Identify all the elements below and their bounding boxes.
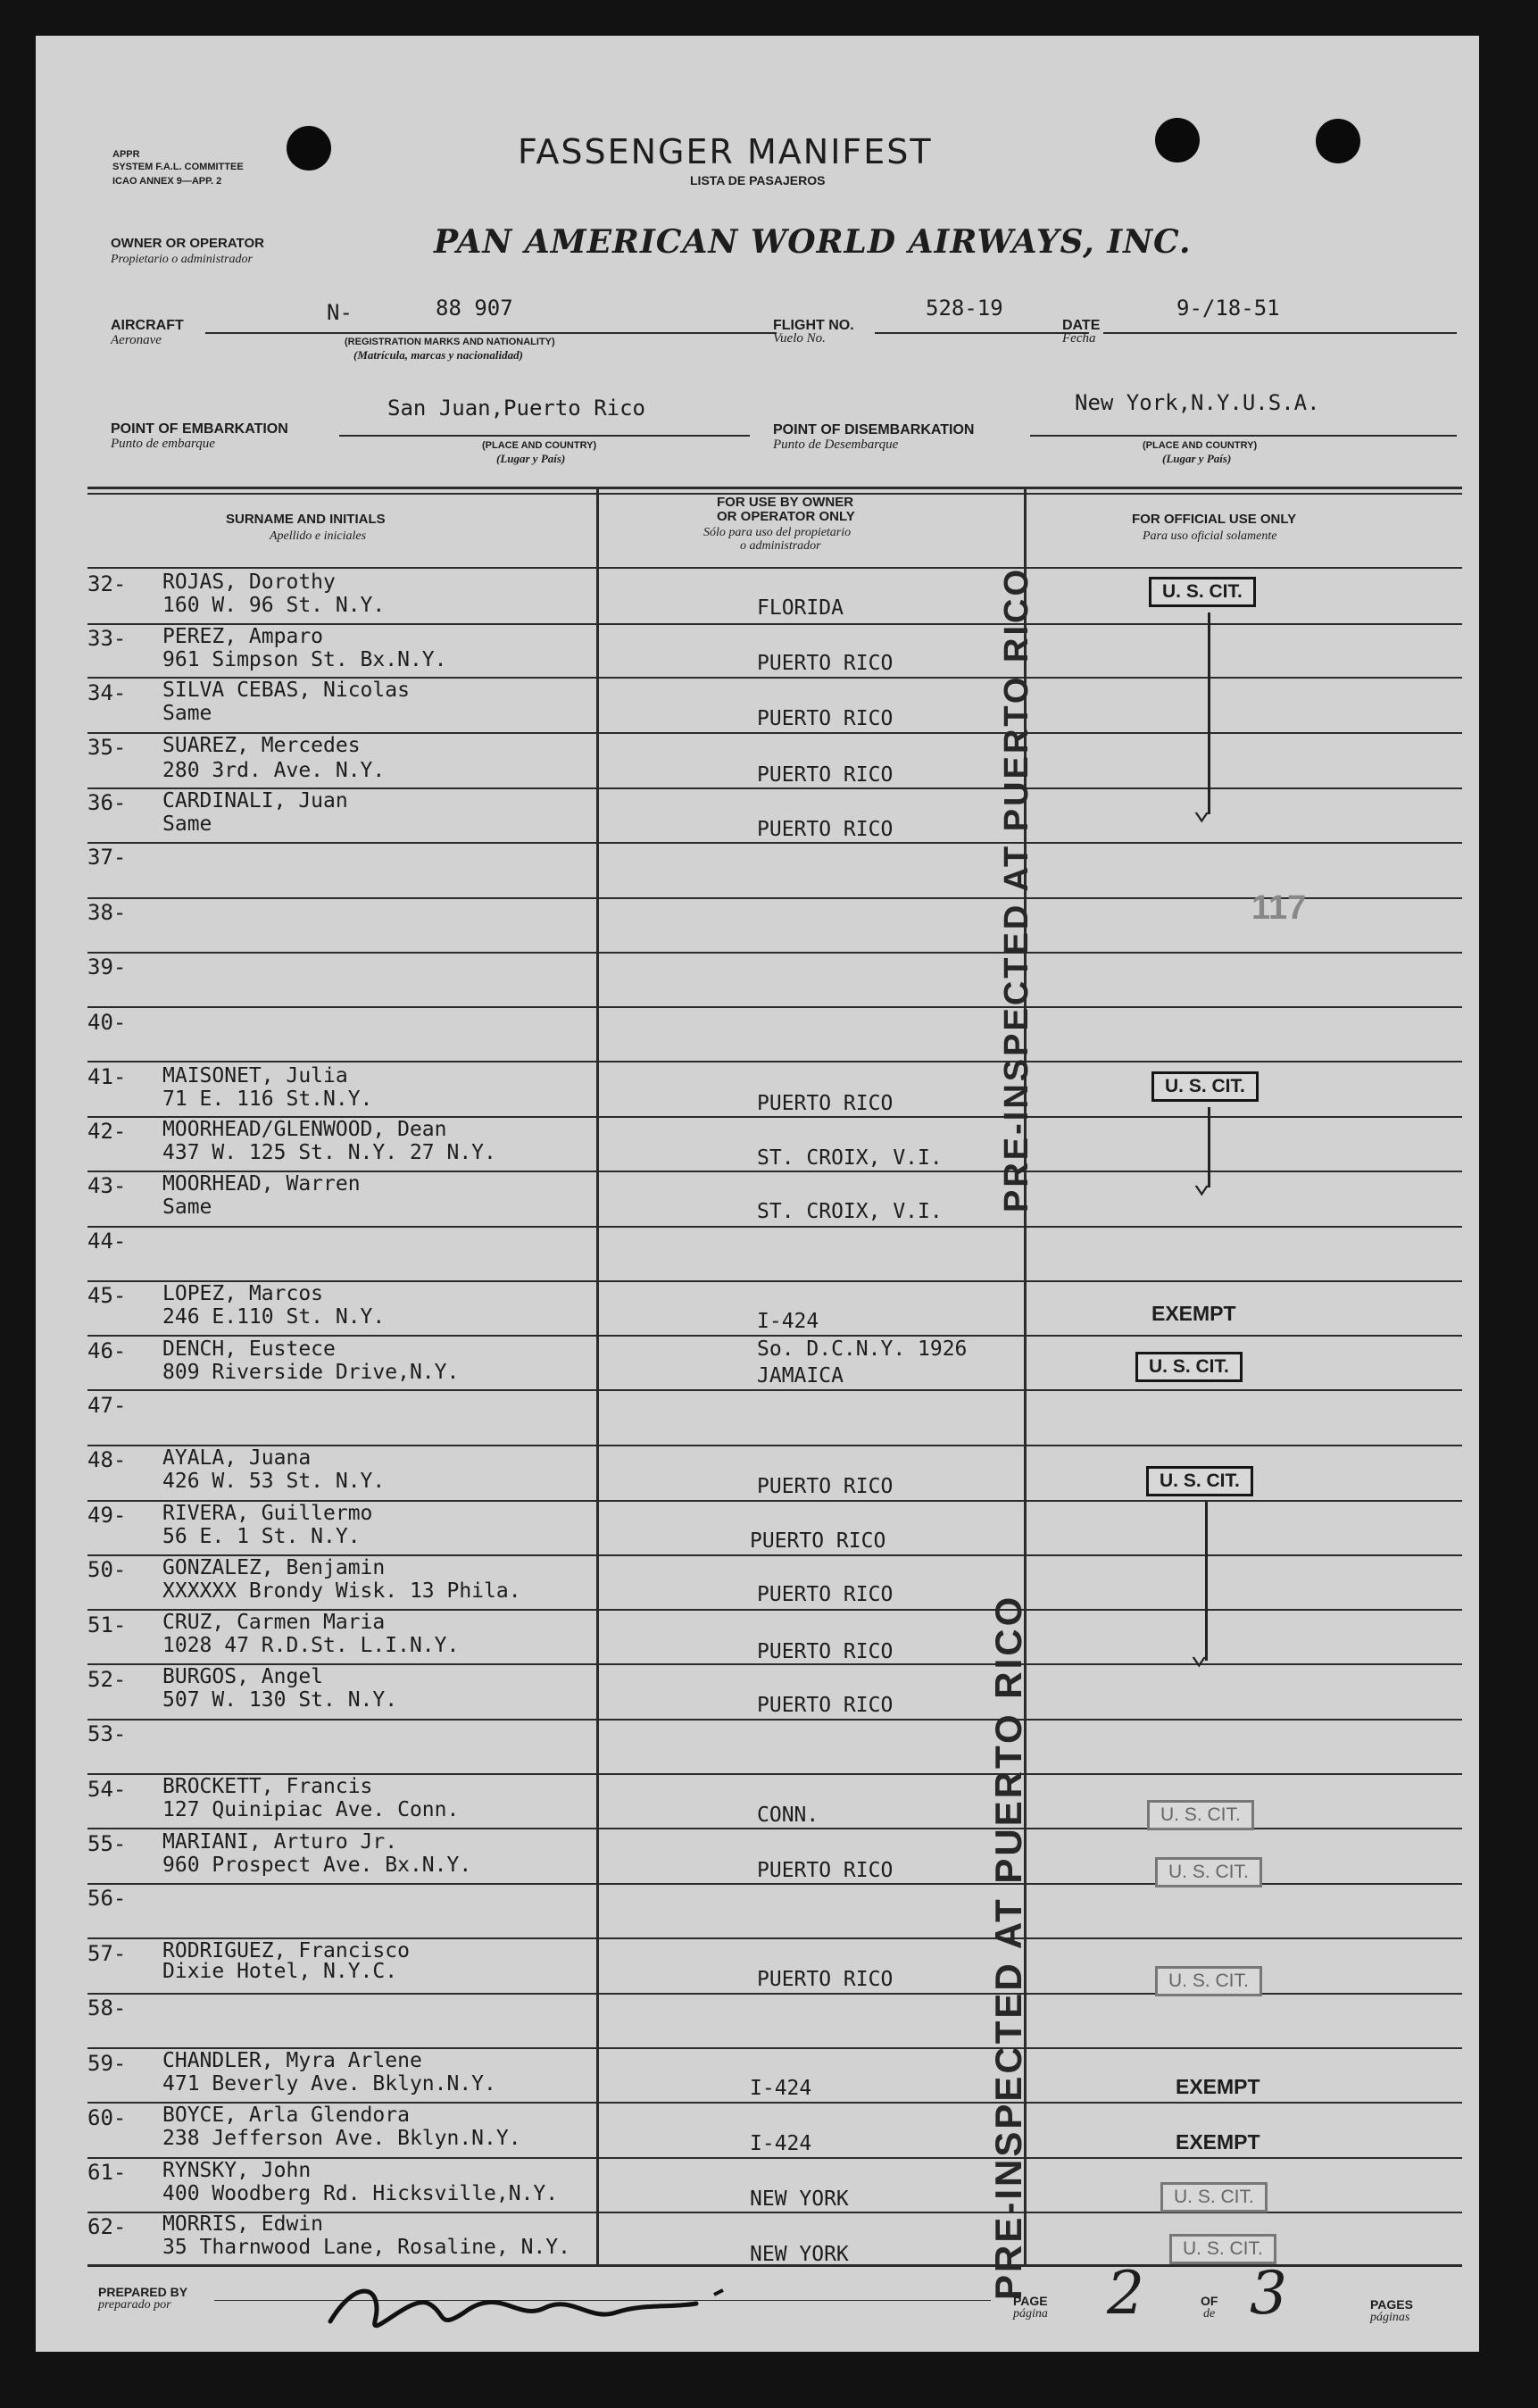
flight-underline xyxy=(875,332,1089,334)
passenger-address: Dixie Hotel, N.Y.C. xyxy=(162,1960,398,1983)
row-number: 57- xyxy=(87,1941,127,1966)
embarkation-place-note: (PLACE AND COUNTRY) xyxy=(482,440,597,451)
row-line xyxy=(87,1006,1462,1008)
passenger-destination: So. D.C.N.Y. 1926 xyxy=(757,1337,968,1361)
row-number: 55- xyxy=(87,1831,127,1856)
us-citizen-stamp: U. S. CIT. xyxy=(1160,2182,1268,2212)
row-number: 37- xyxy=(87,845,127,870)
disembarkation-place-note: (PLACE AND COUNTRY) xyxy=(1143,440,1258,451)
row-number: 62- xyxy=(87,2214,127,2239)
punch-hole-right-2 xyxy=(1316,119,1360,163)
passenger-name: MAISONET, Julia xyxy=(162,1064,348,1087)
row-number: 59- xyxy=(87,2051,127,2076)
flight-number: 528-19 xyxy=(926,296,1003,321)
passenger-destination: PUERTO RICO xyxy=(757,1859,894,1882)
passenger-name: LOPEZ, Marcos xyxy=(162,1282,324,1305)
passenger-destination: PUERTO RICO xyxy=(757,1694,894,1717)
punch-hole-right-1 xyxy=(1155,118,1200,162)
col-header-owner-es-2: o administrador xyxy=(740,539,821,553)
col-header-owner-1: FOR USE BY OWNER xyxy=(717,495,854,510)
row-line xyxy=(87,1226,1462,1228)
passenger-name: MOORHEAD, Warren xyxy=(162,1172,361,1196)
col-header-surname: SURNAME AND INITIALS xyxy=(226,512,386,527)
disembarkation-label: POINT OF DISEMBARKATION xyxy=(773,422,975,437)
pages-label: PAGES xyxy=(1370,2297,1413,2312)
passenger-name: CARDINALI, Juan xyxy=(162,789,348,812)
row-number: 56- xyxy=(87,1886,127,1911)
passenger-address: 507 W. 130 St. N.Y. xyxy=(162,1688,398,1712)
disembarkation-label-es: Punto de Desembarque xyxy=(773,437,899,452)
exempt-mark: EXEMPT xyxy=(1151,1302,1236,1325)
aircraft-label: AIRCRAFT xyxy=(111,318,184,333)
us-citizen-stamp: U. S. CIT. xyxy=(1146,1466,1253,1496)
column-divider-1 xyxy=(596,489,599,2264)
arrow-head-icon: ⌄ xyxy=(1190,1636,1209,1671)
date-underline xyxy=(1103,332,1457,334)
prepared-by-label-es: preparado por xyxy=(98,2298,171,2312)
row-number: 32- xyxy=(87,571,127,596)
aircraft-number: 88 907 xyxy=(436,296,513,321)
passenger-address: 160 W. 96 St. N.Y. xyxy=(162,594,386,617)
passenger-destination: CONN. xyxy=(757,1804,819,1827)
embarkation-label-es: Punto de embarque xyxy=(111,437,215,451)
passenger-destination: PUERTO RICO xyxy=(750,1529,886,1553)
passenger-destination: PUERTO RICO xyxy=(757,763,894,787)
us-citizen-stamp: U. S. CIT. xyxy=(1149,577,1256,607)
of-label: OF xyxy=(1201,2294,1218,2308)
row-line xyxy=(87,1389,1462,1391)
corner-approval-line-2: SYSTEM F.A.L. COMMITTEE xyxy=(112,162,244,172)
row-number: 42- xyxy=(87,1119,127,1144)
corner-approval-line-1: APPR xyxy=(112,149,140,160)
date-label-es: Fecha xyxy=(1062,331,1096,346)
passenger-address: 400 Woodberg Rd. Hicksville,N.Y. xyxy=(162,2182,559,2205)
disembarkation-place-note-es: (Lugar y País) xyxy=(1162,452,1232,465)
page-label-es: página xyxy=(1013,2307,1048,2321)
passenger-address: 1028 47 R.D.St. L.I.N.Y. xyxy=(162,1634,460,1657)
us-citizen-stamp: U. S. CIT. xyxy=(1151,1071,1259,1102)
passenger-address: 238 Jefferson Ave. Bklyn.N.Y. xyxy=(162,2127,521,2150)
passenger-name: BOYCE, Arla Glendora xyxy=(162,2104,410,2127)
passenger-address: 127 Quinipiac Ave. Conn. xyxy=(162,1798,460,1821)
passenger-address: 280 3rd. Ave. N.Y. xyxy=(162,759,386,782)
us-citizen-stamp: U. S. CIT. xyxy=(1155,1966,1262,1996)
passenger-destination-secondary: JAMAICA xyxy=(757,1364,844,1387)
operator-name: PAN AMERICAN WORLD AIRWAYS, INC. xyxy=(434,223,1192,261)
arrow-head-icon: ⌄ xyxy=(1193,791,1211,827)
passenger-name: BURGOS, Angel xyxy=(162,1665,324,1688)
passenger-address: Same xyxy=(162,1196,212,1219)
row-number: 49- xyxy=(87,1503,127,1528)
manifest-sheet xyxy=(36,36,1479,2352)
passenger-name: PEREZ, Amparo xyxy=(162,625,324,648)
punch-hole-left xyxy=(287,126,331,171)
disembarkation-underline xyxy=(1030,435,1457,437)
passenger-address: Same xyxy=(162,702,212,725)
exempt-mark: EXEMPT xyxy=(1176,2075,1260,2098)
passenger-destination: NEW YORK xyxy=(750,2243,849,2266)
row-number: 58- xyxy=(87,1996,127,2021)
passenger-destination: PUERTO RICO xyxy=(757,1475,894,1498)
row-number: 36- xyxy=(87,790,127,815)
us-citizen-stamp: U. S. CIT. xyxy=(1135,1352,1243,1382)
flight-label: FLIGHT NO. xyxy=(773,318,854,333)
passenger-name: ROJAS, Dorothy xyxy=(162,571,336,594)
row-number: 43- xyxy=(87,1173,127,1198)
row-number: 51- xyxy=(87,1612,127,1637)
passenger-name: CHANDLER, Myra Arlene xyxy=(162,2049,422,2072)
row-number: 34- xyxy=(87,680,127,705)
us-citizen-stamp: U. S. CIT. xyxy=(1169,2234,1276,2264)
disembarkation-value: New York,N.Y.U.S.A. xyxy=(1075,390,1320,415)
col-header-owner-2: OR OPERATOR ONLY xyxy=(717,509,855,524)
col-header-official-es: Para uso oficial solamente xyxy=(1143,529,1277,543)
passenger-destination: ST. CROIX, V.I. xyxy=(757,1200,943,1223)
passenger-address: 35 Tharnwood Lane, Rosaline, N.Y. xyxy=(162,2236,570,2259)
embarkation-underline xyxy=(339,435,750,437)
owner-label-es: Propietario o administrador xyxy=(111,253,253,266)
row-number: 45- xyxy=(87,1283,127,1308)
passenger-address: 961 Simpson St. Bx.N.Y. xyxy=(162,648,447,671)
row-number: 48- xyxy=(87,1447,127,1472)
passenger-destination: PUERTO RICO xyxy=(757,818,894,841)
table-top-border xyxy=(87,487,1462,489)
passenger-destination: ST. CROIX, V.I. xyxy=(757,1146,943,1170)
row-number: 44- xyxy=(87,1229,127,1254)
row-number: 40- xyxy=(87,1010,127,1035)
passenger-name: RYNSKY, John xyxy=(162,2159,312,2182)
passenger-name: RODRIGUEZ, Francisco xyxy=(162,1939,410,1962)
passenger-destination: PUERTO RICO xyxy=(757,1640,894,1663)
total-pages: 3 xyxy=(1250,2259,1287,2328)
flight-label-es: Vuelo No. xyxy=(773,331,826,346)
row-number: 61- xyxy=(87,2160,127,2185)
passenger-destination: PUERTO RICO xyxy=(757,1583,894,1606)
document-subtitle: LISTA DE PASAJEROS xyxy=(690,173,826,187)
row-number: 52- xyxy=(87,1667,127,1692)
passenger-destination: PUERTO RICO xyxy=(757,1092,894,1115)
signature xyxy=(321,2268,821,2339)
arrow-head-icon: ⌄ xyxy=(1193,1164,1211,1200)
passenger-name: MORRIS, Edwin xyxy=(162,2212,324,2236)
passenger-destination: FLORIDA xyxy=(757,596,844,620)
row-number: 38- xyxy=(87,900,127,925)
passenger-name: SILVA CEBAS, Nicolas xyxy=(162,679,410,702)
passenger-name: DENCH, Eustece xyxy=(162,1337,336,1361)
prepared-by-label: PREPARED BY xyxy=(98,2285,188,2299)
passenger-name: AYALA, Juana xyxy=(162,1446,312,1470)
passenger-address: 471 Beverly Ave. Bklyn.N.Y. xyxy=(162,2072,496,2096)
embarkation-label: POINT OF EMBARKATION xyxy=(111,421,288,437)
passenger-name: CRUZ, Carmen Maria xyxy=(162,1611,386,1634)
flight-date: 9-/18-51 xyxy=(1176,296,1280,321)
passenger-name: MARIANI, Arturo Jr. xyxy=(162,1830,398,1854)
row-number: 54- xyxy=(87,1777,127,1802)
aircraft-prefix: N- xyxy=(327,300,353,325)
page-number: 2 xyxy=(1107,2259,1144,2328)
passenger-destination: I-424 xyxy=(750,2132,812,2155)
passenger-count: 117 xyxy=(1251,889,1307,927)
aircraft-underline xyxy=(205,332,777,334)
row-number: 46- xyxy=(87,1338,127,1363)
bracket-arrow xyxy=(1208,612,1210,814)
row-line xyxy=(87,1719,1462,1721)
row-number: 33- xyxy=(87,626,127,651)
page-label: PAGE xyxy=(1013,2294,1048,2308)
passenger-address: Same xyxy=(162,812,212,836)
passenger-address: 426 W. 53 St. N.Y. xyxy=(162,1470,386,1493)
owner-label: OWNER OR OPERATOR xyxy=(111,236,264,251)
passenger-destination: I-424 xyxy=(750,2077,812,2100)
passenger-address: XXXXXX Brondy Wisk. 13 Phila. xyxy=(162,1579,521,1603)
corner-approval-line-3: ICAO ANNEX 9—APP. 2 xyxy=(112,176,222,187)
passenger-destination: I-424 xyxy=(757,1310,819,1333)
row-number: 35- xyxy=(87,735,127,760)
col-header-surname-es: Apellido e iniciales xyxy=(270,529,367,543)
row-number: 53- xyxy=(87,1721,127,1746)
row-line xyxy=(87,952,1462,954)
document-title: FASSENGER MANIFEST xyxy=(518,132,933,171)
passenger-address: 960 Prospect Ave. Bx.N.Y. xyxy=(162,1854,472,1877)
row-number: 39- xyxy=(87,954,127,979)
passenger-destination: PUERTO RICO xyxy=(757,707,894,730)
passenger-name: RIVERA, Guillermo xyxy=(162,1502,373,1525)
passenger-name: GONZALEZ, Benjamin xyxy=(162,1556,386,1579)
date-label: DATE xyxy=(1062,318,1101,333)
aircraft-label-es: Aeronave xyxy=(111,333,162,347)
pre-inspected-stamp-upper: PRE-INSPECTED AT PUERTO RICO xyxy=(998,566,1035,1212)
of-label-es: de xyxy=(1203,2307,1216,2321)
embarkation-value: San Juan,Puerto Rico xyxy=(387,396,645,421)
passenger-name: MOORHEAD/GLENWOOD, Dean xyxy=(162,1118,447,1141)
passenger-address: 56 E. 1 St. N.Y. xyxy=(162,1525,361,1548)
row-number: 50- xyxy=(87,1557,127,1582)
row-number: 60- xyxy=(87,2105,127,2130)
passenger-destination: NEW YORK xyxy=(750,2187,849,2211)
us-citizen-stamp: U. S. CIT. xyxy=(1147,1800,1254,1830)
pages-label-es: páginas xyxy=(1370,2311,1410,2324)
col-header-official: FOR OFFICIAL USE ONLY xyxy=(1132,512,1297,527)
passenger-destination: PUERTO RICO xyxy=(757,652,894,675)
passenger-address: 71 E. 116 St.N.Y. xyxy=(162,1087,373,1111)
row-number: 47- xyxy=(87,1393,127,1418)
us-citizen-stamp: U. S. CIT. xyxy=(1155,1857,1262,1887)
passenger-address: 809 Riverside Drive,N.Y. xyxy=(162,1361,460,1384)
row-line xyxy=(87,842,1462,844)
passenger-name: BROCKETT, Francis xyxy=(162,1775,373,1798)
registration-note: (REGISTRATION MARKS AND NATIONALITY) xyxy=(345,337,555,347)
embarkation-place-note-es: (Lugar y País) xyxy=(496,452,566,465)
passenger-address: 437 W. 125 St. N.Y. 27 N.Y. xyxy=(162,1141,496,1164)
exempt-mark: EXEMPT xyxy=(1176,2130,1260,2154)
registration-note-es: (Matrícula, marcas y nacionalidad) xyxy=(353,348,523,362)
passenger-address: 246 E.110 St. N.Y. xyxy=(162,1305,386,1329)
row-number: 41- xyxy=(87,1064,127,1089)
col-header-owner-es-1: Sólo para uso del propietario xyxy=(703,526,852,539)
passenger-name: SUAREZ, Mercedes xyxy=(162,734,361,757)
pre-inspected-stamp-lower: PRE-INSPECTED AT PUERTO RICO xyxy=(987,1594,1029,2300)
passenger-destination: PUERTO RICO xyxy=(757,1968,894,1991)
